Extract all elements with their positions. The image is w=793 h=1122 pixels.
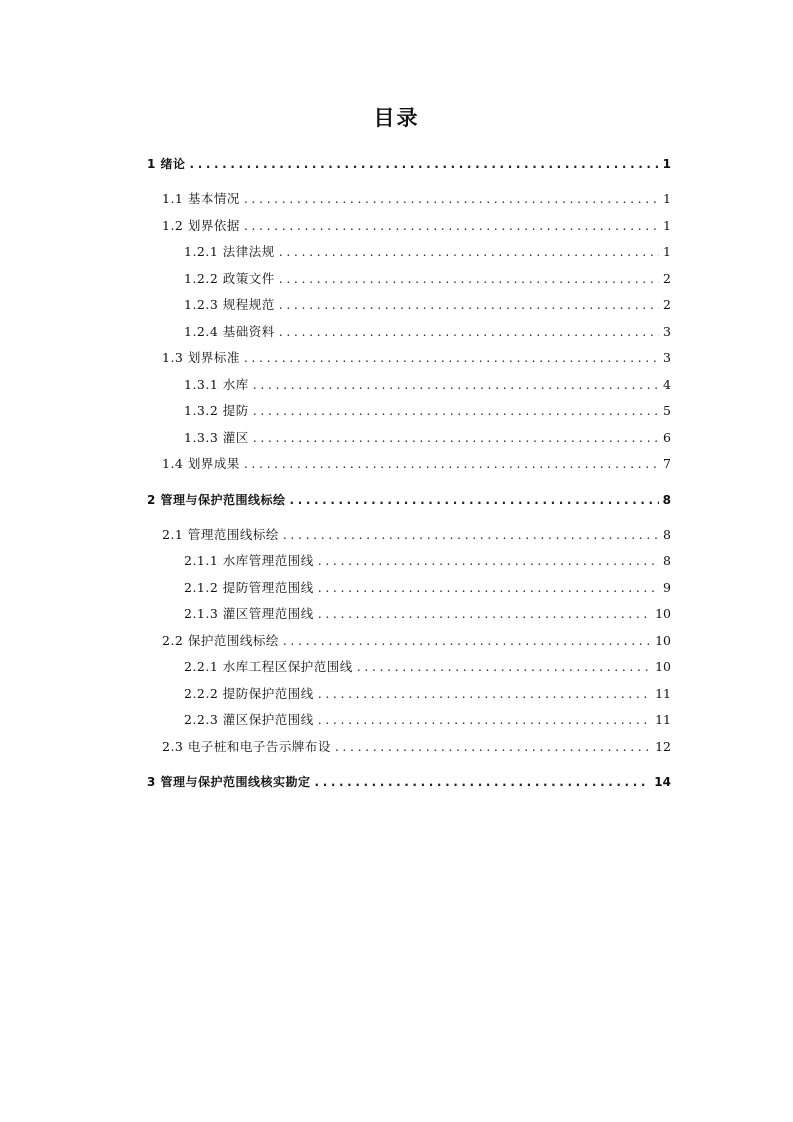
dot-leader: [253, 375, 659, 395]
toc-entry-page: 3: [663, 350, 671, 365]
toc-entry-page: 10: [655, 659, 671, 674]
dot-leader: [318, 710, 651, 730]
toc-entry-label: 2.1 管理范围线标绘: [162, 527, 279, 542]
toc-entry-page: 1: [663, 191, 671, 206]
toc-entry-chapter-3[interactable]: [147, 772, 671, 792]
toc-entry-label: 2.2.1 水库工程区保护范围线: [184, 659, 353, 674]
toc-entry-page: 8: [662, 493, 671, 507]
dot-leader: [318, 684, 651, 704]
toc-entry-page: 4: [663, 377, 671, 392]
toc-entry-section-1-3[interactable]: [162, 348, 671, 368]
toc-entry-label: 1.3.3 灌区: [184, 430, 249, 445]
toc-entry-section-1-2-1[interactable]: [184, 242, 671, 262]
toc-entry-label: 1.1 基本情况: [162, 191, 240, 206]
toc-entry-page: 1: [663, 244, 671, 259]
toc-entry-page: 1: [663, 218, 671, 233]
dot-leader: [357, 657, 651, 677]
toc-entry-section-1-2-4[interactable]: [184, 322, 671, 342]
dot-leader: [283, 631, 651, 651]
toc-entry-label: 2.1.2 提防管理范围线: [184, 580, 314, 595]
toc-entry-page: 5: [663, 403, 671, 418]
toc-entry-label: 1.2.1 法律法规: [184, 244, 275, 259]
toc-entry-section-1-3-3[interactable]: [184, 428, 671, 448]
dot-leader: [318, 551, 659, 571]
toc-entry-page: 1: [662, 157, 671, 171]
dot-leader: [318, 578, 659, 598]
toc-entry-label: 1.2.2 政策文件: [184, 271, 275, 286]
toc-entry-page: 6: [663, 430, 671, 445]
toc-entry-section-2-1[interactable]: [162, 525, 671, 545]
toc-entry-page: 2: [663, 297, 671, 312]
toc-entry-label: 2.2 保护范围线标绘: [162, 633, 279, 648]
toc-entry-label: 2 管理与保护范围线标绘: [147, 493, 286, 507]
dot-leader: [279, 322, 659, 342]
dot-leader: [335, 737, 651, 757]
toc-entry-section-1-2-2[interactable]: [184, 269, 671, 289]
toc-entry-label: 2.1.3 灌区管理范围线: [184, 606, 314, 621]
dot-leader: [253, 401, 659, 421]
dot-leader: [279, 269, 659, 289]
dot-leader: [318, 604, 651, 624]
toc-entry-page: 10: [655, 633, 671, 648]
toc-entry-label: 2.1.1 水库管理范围线: [184, 553, 314, 568]
dot-leader: [283, 525, 659, 545]
toc-entry-label: 1.4 划界成果: [162, 456, 240, 471]
dot-leader: [244, 189, 659, 209]
toc-entry-section-2-1-2[interactable]: [184, 578, 671, 598]
dot-leader: [279, 242, 659, 262]
toc-entry-section-1-2[interactable]: [162, 216, 671, 236]
dot-leader: [290, 490, 659, 510]
toc-entry-section-2-2-1[interactable]: [184, 657, 671, 677]
toc-entry-page: 9: [663, 580, 671, 595]
toc-entry-page: 12: [655, 739, 671, 754]
toc-entry-label: 2.3 电子桩和电子告示牌布设: [162, 739, 331, 754]
toc-entry-label: 1.2 划界依据: [162, 218, 240, 233]
toc-entry-label: 2.2.2 提防保护范围线: [184, 686, 314, 701]
toc-entry-label: 1.2.3 规程规范: [184, 297, 275, 312]
toc-entry-section-1-3-2[interactable]: [184, 401, 671, 421]
toc-entry-label: 1.3 划界标准: [162, 350, 240, 365]
dot-leader: [244, 454, 659, 474]
toc-entry-page: 7: [663, 456, 671, 471]
toc-entry-label: 3 管理与保护范围线核实勘定: [147, 775, 311, 789]
toc-entry-section-1-4[interactable]: [162, 454, 671, 474]
toc-entry-page: 11: [655, 712, 671, 727]
toc-entry-label: 2.2.3 灌区保护范围线: [184, 712, 314, 727]
toc-entry-section-1-2-3[interactable]: [184, 295, 671, 315]
dot-leader: [244, 216, 659, 236]
toc-entry-page: 8: [663, 527, 671, 542]
toc-entry-label: 1.2.4 基础资料: [184, 324, 275, 339]
toc-entry-chapter-2[interactable]: [147, 490, 671, 510]
toc-entry-section-2-2-3[interactable]: [184, 710, 671, 730]
dot-leader: [244, 348, 659, 368]
toc-entry-page: 2: [663, 271, 671, 286]
toc-entry-label: 1 绪论: [147, 157, 186, 171]
dot-leader: [253, 428, 659, 448]
toc-entry-section-2-1-3[interactable]: [184, 604, 671, 624]
toc-entry-page: 3: [663, 324, 671, 339]
dot-leader: [190, 154, 659, 174]
dot-leader: [315, 772, 651, 792]
toc-entry-chapter-1[interactable]: [147, 154, 671, 174]
toc-entry-section-2-2[interactable]: [162, 631, 671, 651]
toc-entry-section-2-2-2[interactable]: [184, 684, 671, 704]
toc-entry-page: 8: [663, 553, 671, 568]
toc-entry-page: 14: [654, 775, 671, 789]
dot-leader: [279, 295, 659, 315]
toc-entry-label: 1.3.2 提防: [184, 403, 249, 418]
toc-entry-section-2-3[interactable]: [162, 737, 671, 757]
toc-entry-page: 10: [655, 606, 671, 621]
toc-entry-section-2-1-1[interactable]: [184, 551, 671, 571]
page-title: 目录: [373, 106, 420, 130]
toc-entry-section-1-3-1[interactable]: [184, 375, 671, 395]
toc-entry-page: 11: [655, 686, 671, 701]
toc-entry-section-1-1[interactable]: [162, 189, 671, 209]
toc-entry-label: 1.3.1 水库: [184, 377, 249, 392]
